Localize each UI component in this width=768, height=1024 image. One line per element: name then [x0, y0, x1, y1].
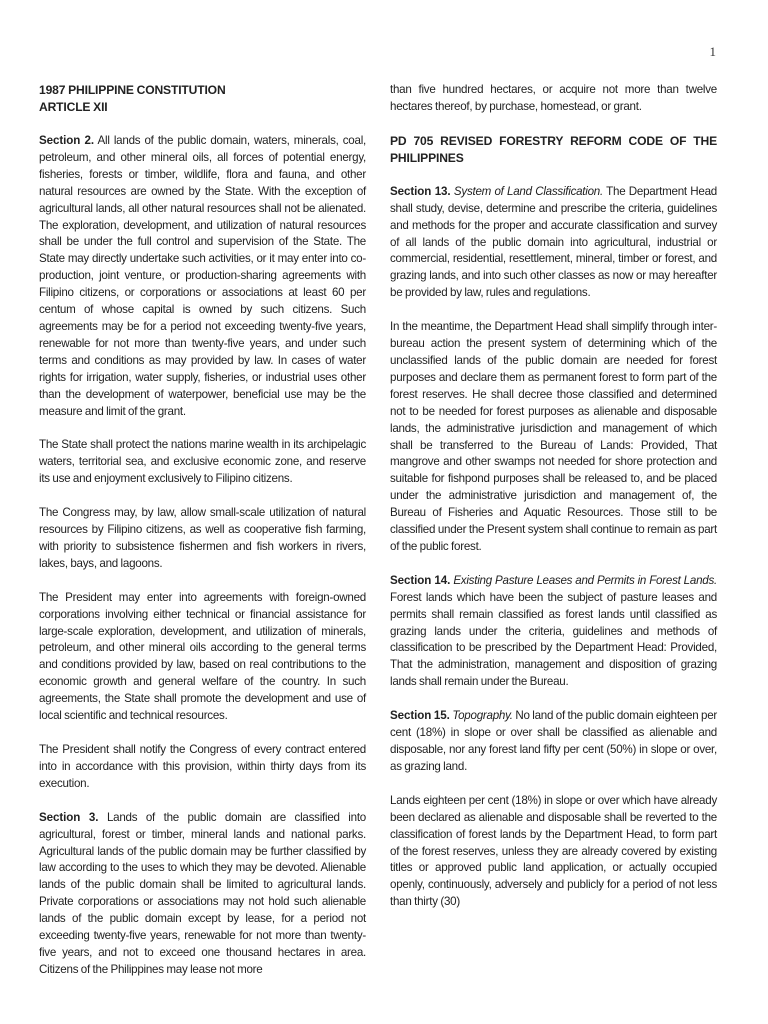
right-column [390, 82, 717, 928]
paragraph-marine-wealth: The State shall protect the nations marine wealth in its archipelagic waters, territorial sea, and exclusive economic zone, and reserve its use and enjoyment exclusively to Filipino citizens. [39, 438, 366, 486]
section-13-paragraph [390, 184, 717, 302]
section-3-text: Lands of the public domain are classified into agricultural, forest or timber, mineral lands and national parks. Agricultural lands of the public domain may be further classified by law according to the uses to which they may be devoted. Alienable lands of the public domain shall be limited to agricultural lands. Private corporations or associations may not hold such alienable lands of the public domain except by lease, for a period not exceeding twenty-five years, renewable for not more than twenty-five years, and not to exceed one thousand hectares in area. Citizens of the Philippines may lease not more [39, 810, 367, 976]
section-15-text: No land of the public domain eighteen per cent (18%) in slope or over shall be classified as alienable and disposable, nor any forest land fifty per cent (50%) in slope or over, as grazing land. [390, 709, 718, 773]
section-3-label: Section 3. [39, 810, 99, 824]
forestry-code-heading: PD 705 REVISED FORESTRY REFORM CODE OF THE PHILIPPINES [390, 133, 717, 165]
section-14-text: Forest lands which have been the subject of pasture leases and permits shall remain classified as forest lands until classified as grazing lands under the criteria, guidelines and methods of classification to be prescribed by the Department Head: Provided, That the administration, management and disposition of grazing lands shall remain under the Bureau. [390, 590, 717, 689]
paragraph-congress-notification: The President shall notify the Congress of every contract entered into in accordance with this provision, within thirty days from its execution. [39, 743, 366, 790]
continued-paragraph: than five hundred hectares, or acquire not more than twelve hectares thereof, by purchase, homestead, or grant. [390, 83, 717, 113]
section-3-paragraph [39, 810, 366, 979]
paragraph-small-scale-utilization: The Congress may, by law, allow small-scale utilization of natural resources by Filipino citizens, as well as cooperative fish farming, with priority to subsistence fishermen and fish workers in rivers, lakes, bays, and lagoons. [39, 506, 366, 570]
article-title: ARTICLE XII [39, 100, 108, 114]
section-13-text: The Department Head shall study, devise, determine and prescribe the criteria, guidelines and methods for the proper and accurate classification and survey of all lands of the public domain into agricultural, industrial or commercial, residential, resettlement, mineral, timber or forest, and grazing lands, and into such other classes as now or may hereafter be provided by law, rules and regulations. [390, 184, 717, 300]
section-14-title: Existing Pasture Leases and Permits in Forest Lands. [453, 573, 717, 587]
section-15-label: Section 15. [390, 709, 450, 723]
section-14-label: Section 14. [390, 573, 451, 587]
paragraph-foreign-agreements: The President may enter into agreements with foreign-owned corporations involving either technical or financial assistance for large-scale exploration, development, and utilization of minerals, petroleum, and other mineral oils according to the general terms and conditions provided by law, based on real contributions to the economic growth and general welfare of the country. In such agreements, the State shall promote the development and use of local scientific and technical resources. [39, 590, 366, 723]
section-15-paragraph-2: Lands eighteen per cent (18%) in slope or over which have already been declared as alienable and disposable shall be reverted to the classification of forest lands by the Department Head, to form part of the forest reserves, unless they are already covered by existing titles or approved public land application, or actually occupied openly, continuously, adversely and publicly for a period of not less than thirty (30) [390, 793, 717, 909]
constitution-heading [39, 82, 366, 116]
section-13-paragraph-2: In the meantime, the Department Head shall simplify through inter-bureau action the present system of determining which of the unclassified lands of the public domain are needed for forest purposes and declare them as permanent forest to form part of the forest reserves. He shall decree those classified and determined not to be needed for forest purposes as alienable and disposable lands, the administrative jurisdiction and management of which shall be transferred to the Bureau of Lands: Provided, That mangrove and other swamps not needed for shore protection and suitable for fishpond purposes shall be released to, and be placed under the administrative jurisdiction and management of, the Bureau of Fisheries and Aquatic Resources. Those still to be classified under the Present system shall continue to remain as part of the public forest. [390, 320, 717, 553]
section-2-label: Section 2. [39, 134, 94, 147]
section-2-text: All lands of the public domain, waters, minerals, coal, petroleum, and other mineral oils, all forces of potential energy, fisheries, forests or timber, wildlife, flora and fauna, and other natural resources are owned by the State. With the exception of agricultural lands, all other natural resources shall not be alienated. The exploration, development, and utilization of natural resources shall be under the full control and supervision of the State. The State may directly undertake such activities, or it may enter into co-production, joint venture, or production-sharing agreements with Filipino citizens, or corporations or associations at least 60 per centum of whose capital is owned by such citizens. Such agreements may be for a period not exceeding twenty-five years, renewable for not more than twenty-five years, and under such terms and conditions as may provided by law. In cases of water rights for irrigation, water supply, fisheries, or industrial uses other than the development of waterpower, beneficial use may be the measure and limit of the grant. [39, 134, 367, 418]
left-column [39, 82, 366, 996]
section-2-paragraph [39, 133, 366, 420]
section-15-title: Topography. [452, 709, 513, 723]
section-13-title: System of Land Classification. [453, 184, 603, 198]
section-13-label: Section 13. [390, 184, 451, 198]
document-title: 1987 PHILIPPINE CONSTITUTION [39, 83, 226, 97]
page-number: 1 [709, 44, 716, 59]
section-15-paragraph [390, 708, 717, 776]
section-14-paragraph [390, 573, 717, 691]
